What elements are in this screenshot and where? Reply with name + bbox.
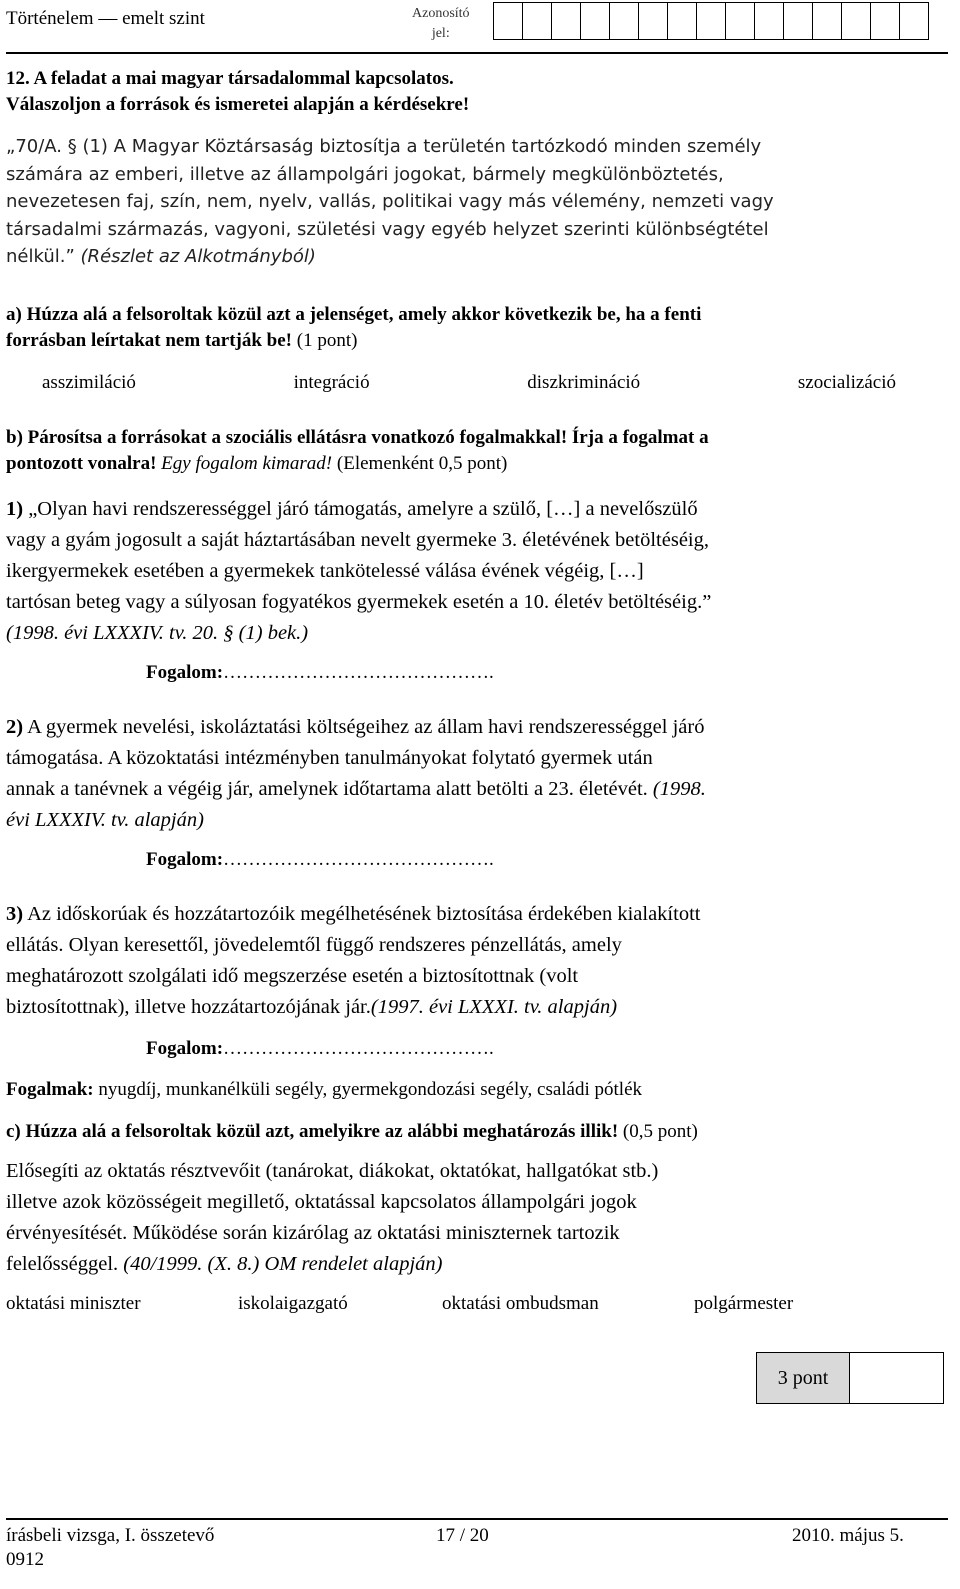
task-title-line1: 12. A feladat a mai magyar társadalommal kapcsolatos.: [6, 68, 454, 89]
answer-line-2[interactable]: [146, 847, 494, 873]
footer-exam-label: írásbeli vizsga, I. összetevő: [6, 1525, 215, 1546]
option-oktatasi-ombudsman[interactable]: oktatási ombudsman: [442, 1293, 599, 1314]
fogalom-label: Fogalom:: [146, 662, 224, 683]
id-box[interactable]: [870, 2, 900, 40]
id-box[interactable]: [754, 2, 784, 40]
source-quote: [6, 133, 934, 271]
id-label-line1: Azonosító: [412, 6, 470, 21]
footer-left: [6, 1524, 214, 1572]
source-item-1: [6, 494, 934, 649]
item-line: Az időskorúak és hozzátartozóik megélhetésének biztosítása érdekében kialakított: [23, 903, 701, 925]
item-line: vagy a gyám jogosult a saját háztartásában nevelt gyermeke 3. életévének betöltéséig,: [6, 529, 709, 551]
item-line: A gyermek nevelési, iskoláztatási költségeihez az állam havi rendszerességgel járó: [23, 716, 705, 738]
answer-line-3[interactable]: [146, 1036, 494, 1062]
id-boxes: [494, 2, 929, 40]
footer-date: 2010. május 5.: [792, 1525, 904, 1546]
option-iskolaigazgato[interactable]: iskolaigazgató: [238, 1293, 348, 1314]
dotted-answer-line[interactable]: …………………………………….: [223, 849, 494, 870]
header-divider: [6, 52, 948, 54]
source-item-2: [6, 712, 934, 836]
page-number: 17 / 20: [436, 1525, 489, 1546]
source-line: „70/A. § (1) A Magyar Köztársaság biztosítja a területén tartózkodó minden személy: [6, 136, 762, 157]
score-box: [756, 1352, 944, 1404]
source-line: nevezetesen faj, szín, nem, nyelv, vallás, politikai vagy más vélemény, nemzeti vagy: [6, 191, 774, 212]
item-line: meghatározott szolgálati idő megszerzése esetén a biztosítottnak (volt: [6, 965, 579, 987]
item-citation: évi LXXXIV. tv. alapján): [6, 809, 204, 831]
definition-line: Elősegíti az oktatás résztvevőit (tanárokat, diákokat, oktatókat, hallgatókat stb.): [6, 1160, 659, 1182]
item-line: biztosítottnak), illetve hozzátartozójának jár.: [6, 996, 371, 1018]
definition-citation: (40/1999. (X. 8.) OM rendelet alapján): [118, 1253, 443, 1275]
id-box[interactable]: [522, 2, 552, 40]
id-box[interactable]: [899, 2, 929, 40]
option-diszkriminacio[interactable]: diszkrimináció: [527, 372, 641, 393]
id-box[interactable]: [783, 2, 813, 40]
id-box[interactable]: [667, 2, 697, 40]
part-a-question: [6, 302, 934, 354]
item-line: annak a tanévnek a végéig jár, amelynek időtartama alatt betölti a 23. életévét.: [6, 778, 648, 800]
id-box[interactable]: [493, 2, 523, 40]
id-box[interactable]: [609, 2, 639, 40]
item-line: ellátás. Olyan keresettől, jövedelemtől függő rendszeres pénzellátás, amely: [6, 934, 622, 956]
part-c-definition: [6, 1156, 934, 1280]
item-line: „Olyan havi rendszerességgel járó támogatás, amelyre a szülő, […] a nevelőszülő: [23, 498, 698, 520]
definition-line: érvényesítését. Működése során kizárólag az oktatási miniszternek tartozik: [6, 1222, 620, 1244]
header-subject: Történelem — emelt szint: [6, 8, 205, 29]
id-box[interactable]: [696, 2, 726, 40]
footer-divider: [6, 1518, 948, 1520]
option-asszimilacio[interactable]: asszimiláció: [42, 372, 136, 393]
definition-line: felelősséggel.: [6, 1253, 119, 1275]
part-c-points: (0,5 pont): [618, 1121, 698, 1142]
source-citation: (Részlet az Alkotmányból): [74, 246, 316, 267]
answer-line-1[interactable]: [146, 660, 494, 686]
id-label: [412, 4, 470, 44]
task-title: [6, 66, 469, 118]
id-box[interactable]: [812, 2, 842, 40]
option-polgarmester[interactable]: polgármester: [694, 1293, 794, 1314]
definition-line: illetve azok közösségeit megillető, oktatással kapcsolatos állampolgári jogok: [6, 1191, 637, 1213]
dotted-answer-line[interactable]: …………………………………….: [223, 662, 494, 683]
score-label: 3 pont: [757, 1353, 850, 1403]
item-citation: (1998. évi LXXXIV. tv. 20. § (1) bek.): [6, 622, 309, 644]
item-number: 1): [6, 498, 24, 520]
part-c-question-text: c) Húzza alá a felsoroltak közül azt, amelyikre az alábbi meghatározás illik!: [6, 1121, 619, 1142]
item-line: tartósan beteg vagy a súlyosan fogyatékos gyermekek esetén a 10. életév betöltéséig.”: [6, 591, 712, 613]
source-line: nélkül.” (Részlet az Alkotmányból): [6, 246, 316, 267]
task-title-line2: Válaszoljon a források és ismeretei alapján a kérdésekre!: [6, 94, 470, 115]
part-a-question-line2: forrásban leírtakat nem tartják be!: [6, 330, 293, 351]
source-line: számára az emberi, illetve az állampolgári jogokat, bármely megkülönböztetés,: [6, 163, 724, 185]
item-citation: (1997. évi LXXXI. tv. alapján): [370, 996, 618, 1018]
item-line: támogatása. A közoktatási intézményben tanulmányokat folytató gyermek után: [6, 747, 653, 769]
item-number: 3): [6, 903, 24, 925]
part-c-question: [6, 1119, 698, 1145]
option-oktatasi-miniszter[interactable]: oktatási miniszter: [6, 1293, 141, 1314]
footer-code: 0912: [6, 1549, 44, 1570]
dotted-answer-line[interactable]: …………………………………….: [223, 1038, 494, 1059]
id-label-line2: jel:: [431, 26, 450, 41]
id-box[interactable]: [551, 2, 581, 40]
option-integracio[interactable]: integráció: [293, 372, 370, 393]
concepts-values: nyugdíj, munkanélküli segély, gyermekgondozási segély, családi pótlék: [93, 1079, 643, 1100]
source-line: társadalmi származás, vagyoni, születési vagy egyéb helyzet szerinti különbségtétel: [6, 218, 769, 240]
option-szocializacio[interactable]: szocializáció: [797, 372, 896, 393]
part-b-question-line2: pontozott vonalra!: [6, 453, 157, 474]
concepts-label: Fogalmak:: [6, 1079, 94, 1100]
fogalom-label: Fogalom:: [146, 849, 224, 870]
id-box[interactable]: [841, 2, 871, 40]
id-box[interactable]: [638, 2, 668, 40]
item-line: ikergyermekek esetében a gyermekek tankötelessé válása évének végéig, […]: [6, 560, 644, 582]
id-box[interactable]: [580, 2, 610, 40]
part-a-options: [42, 372, 896, 394]
part-a-question-line1: a) Húzza alá a felsoroltak közül azt a jelenséget, amely akkor következik be, ha a fenti: [6, 304, 702, 325]
part-b-question-line1: b) Párosítsa a forrásokat a szociális ellátásra vonatkozó fogalmakkal! Írja a fogalmat a: [6, 427, 709, 448]
id-box[interactable]: [725, 2, 755, 40]
part-b-question: [6, 425, 934, 477]
part-a-points: (1 pont): [292, 330, 358, 351]
item-number: 2): [6, 716, 24, 738]
part-b-hint: Egy fogalom kimarad!: [156, 453, 333, 474]
fogalom-label: Fogalom:: [146, 1038, 224, 1059]
concepts-list: [6, 1077, 642, 1103]
item-citation: (1998.: [647, 778, 706, 800]
part-b-points: (Elemenként 0,5 pont): [332, 453, 508, 474]
source-item-3: [6, 899, 934, 1023]
